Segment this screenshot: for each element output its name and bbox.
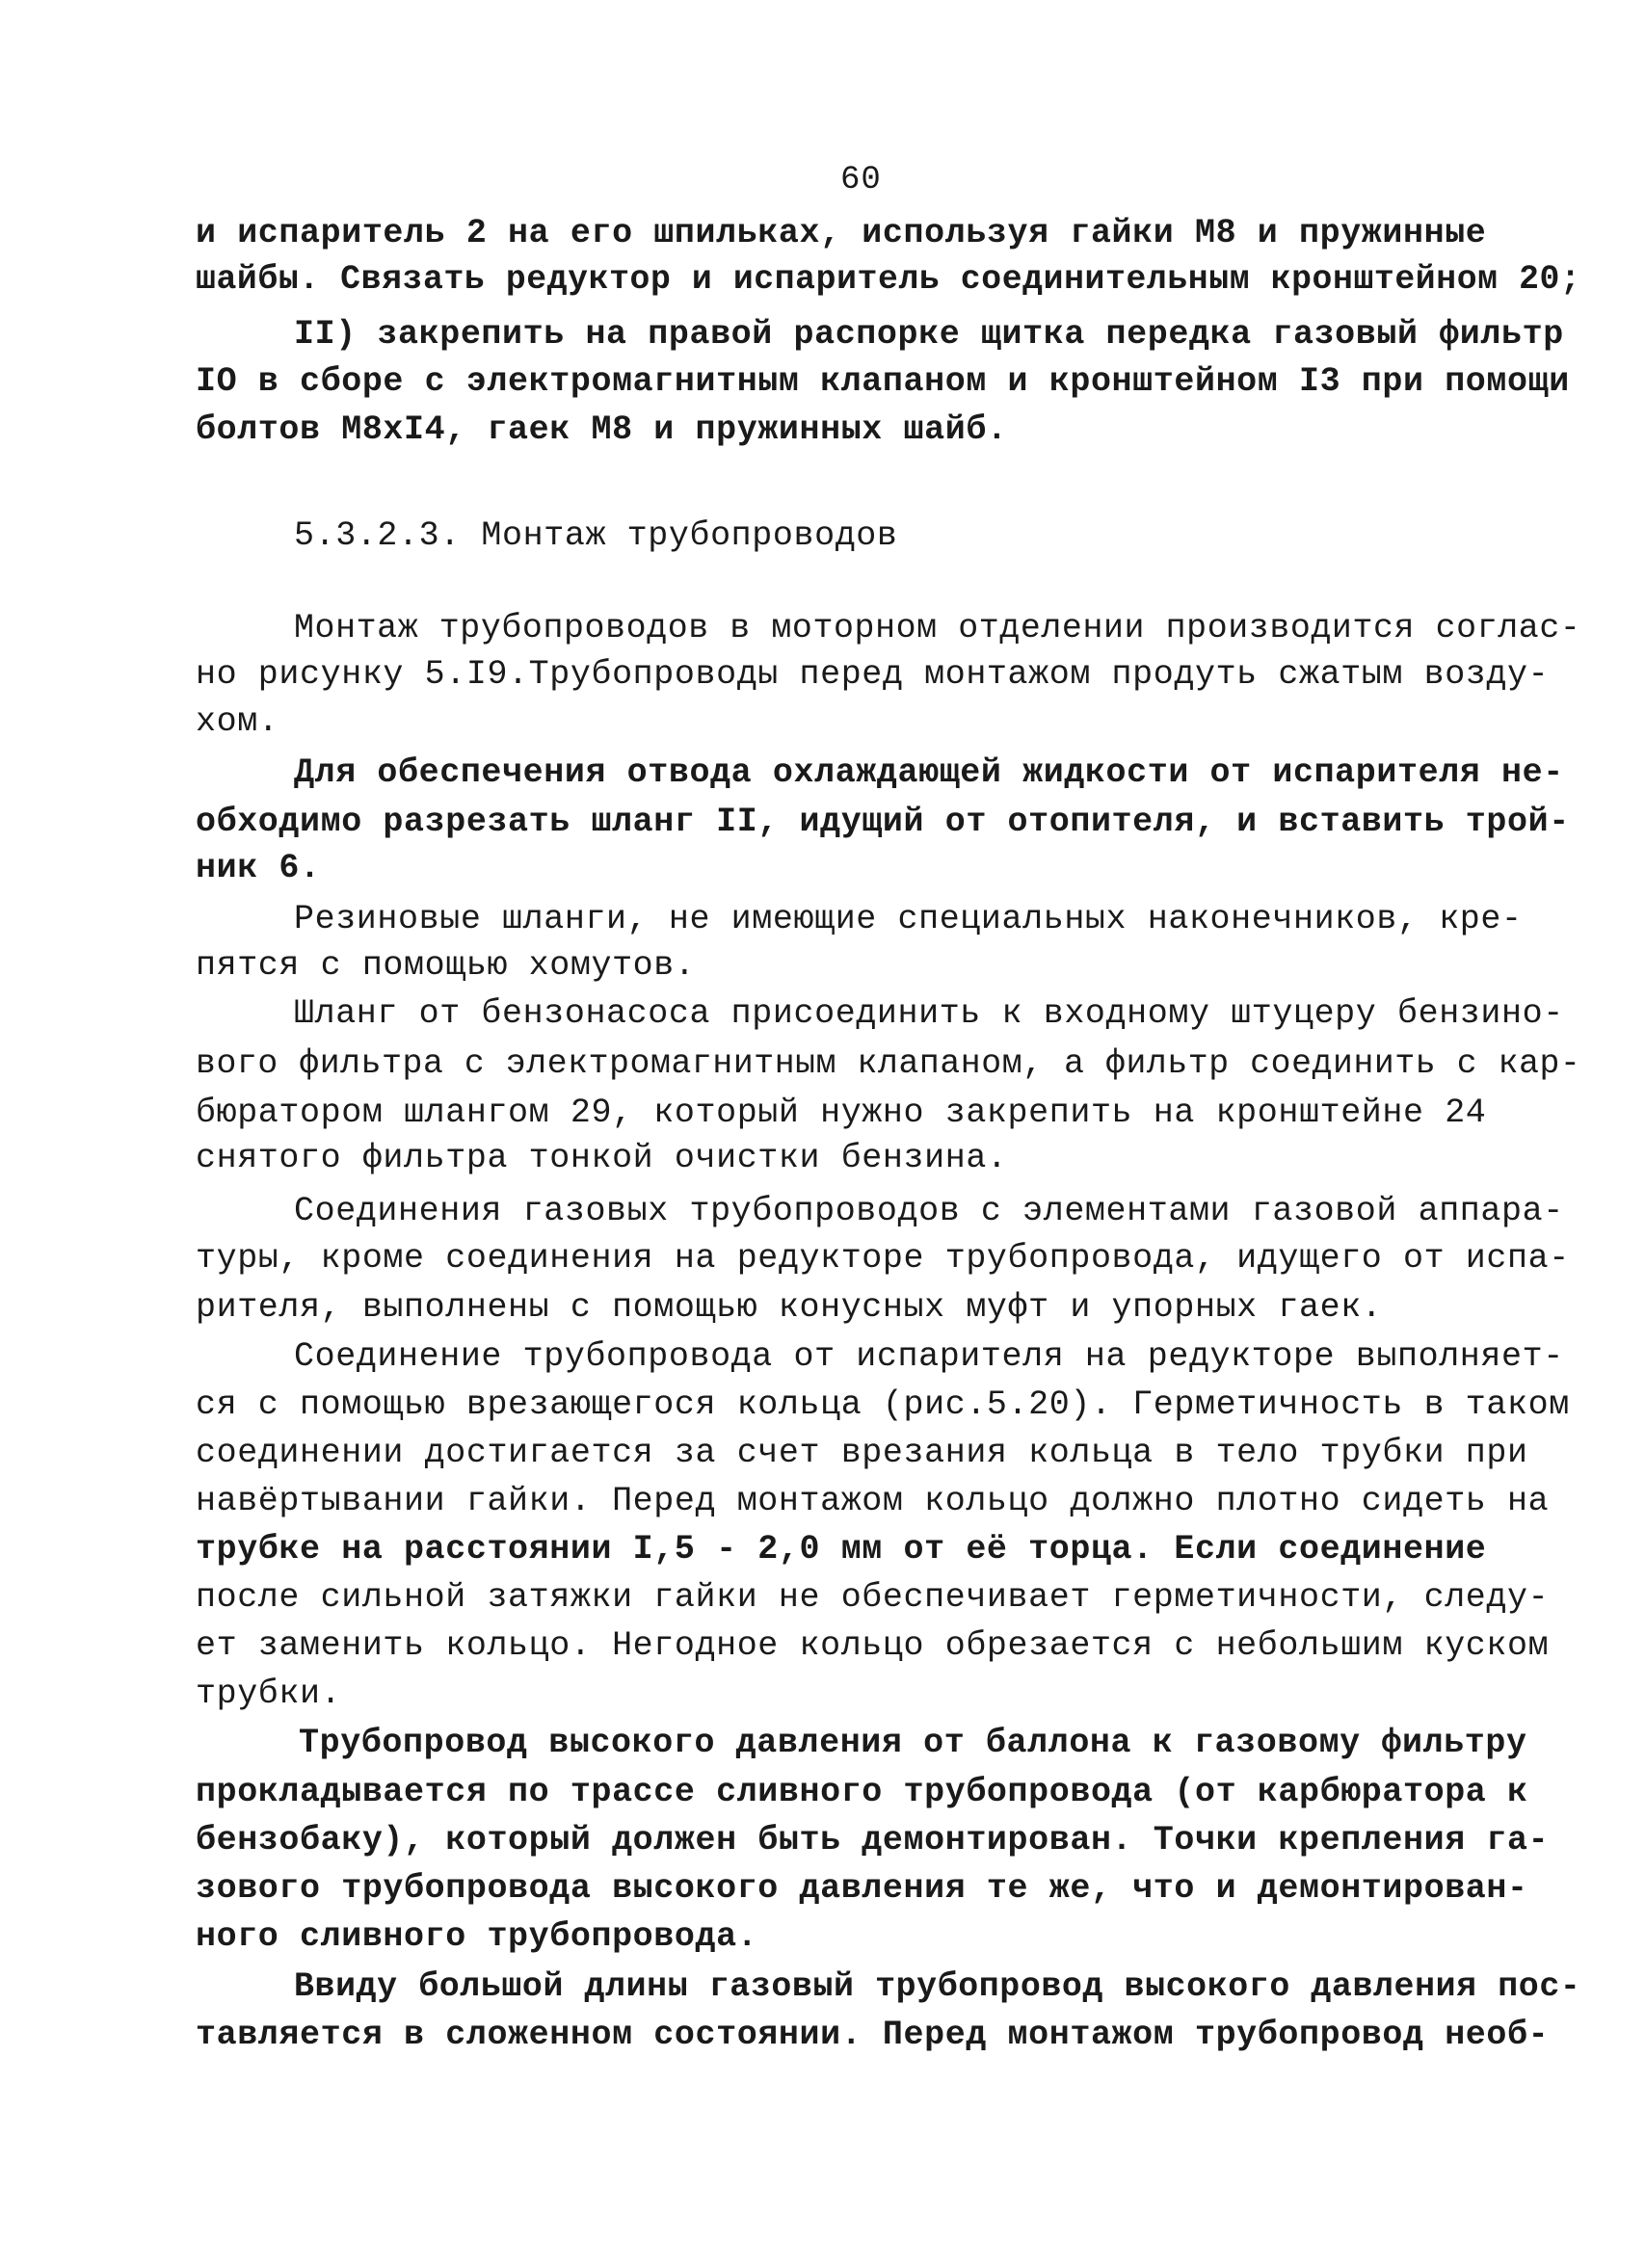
text-line: но рисунку 5.I9.Трубопроводы перед монтажом продуть сжатым возду-: [196, 655, 1550, 694]
text-line: хом.: [196, 702, 279, 741]
text-line: Трубопровод высокого давления от баллона к газовому фильтру: [299, 1724, 1527, 1762]
text-line: навёртывании гайки. Перед монтажом кольцо должно плотно сидеть на: [196, 1482, 1550, 1520]
text-line: Соединения газовых трубопроводов с элементами газовой аппара-: [294, 1192, 1564, 1230]
text-line: ся с помощью врезающегося кольца (рис.5.20). Герметичность в таком: [196, 1385, 1570, 1424]
text-line: Для обеспечения отвода охлаждающей жидкости от испарителя не-: [294, 753, 1564, 792]
text-line: снятого фильтра тонкой очистки бензина.: [196, 1139, 1008, 1177]
text-line: ет заменить кольцо. Негодное кольцо обрезается с небольшим куском: [196, 1626, 1550, 1665]
text-line: II) закрепить на правой распорке щитка передка газовый фильтр: [294, 315, 1564, 354]
text-line: бензобаку), который должен быть демонтирован. Точки крепления га-: [196, 1821, 1550, 1859]
text-line: зового трубопровода высокого давления те же, что и демонтирован-: [196, 1869, 1528, 1908]
text-line: обходимо разрезать шланг II, идущий от отопителя, и вставить трой-: [196, 803, 1570, 841]
text-line: Соединение трубопровода от испарителя на редукторе выполняет-: [294, 1337, 1564, 1376]
text-line: туры, кроме соединения на редукторе трубопровода, идущего от испа-: [196, 1239, 1570, 1278]
text-line: болтов М8хI4, гаек М8 и пружинных шайб.: [196, 410, 1008, 449]
text-line: Шланг от бензонасоса присоединить к входному штуцеру бензино-: [294, 994, 1564, 1033]
text-line: Ввиду большой длины газовый трубопровод высокого давления пос-: [294, 1967, 1581, 2006]
text-line: после сильной затяжки гайки не обеспечивает герметичности, следу-: [196, 1578, 1550, 1617]
text-line: IO в сборе с электромагнитным клапаном и кронштейном I3 при помощи: [196, 362, 1570, 401]
text-line: шайбы. Связать редуктор и испаритель соединительным кронштейном 20;: [196, 260, 1581, 299]
text-line: вого фильтра с электромагнитным клапаном, а фильтр соединить с кар-: [196, 1044, 1581, 1083]
section-heading: 5.3.2.3. Монтаж трубопроводов: [294, 516, 898, 555]
text-line: трубки.: [196, 1675, 342, 1713]
text-line: рителя, выполнены с помощью конусных муфт и упорных гаек.: [196, 1288, 1383, 1327]
text-line: ного сливного трубопровода.: [196, 1917, 758, 1956]
text-line: тавляется в сложенном состоянии. Перед монтажом трубопровод необ-: [196, 2016, 1550, 2054]
text-line: ник 6.: [196, 849, 321, 887]
text-line: и испаритель 2 на его шпильках, используя гайки М8 и пружинные: [196, 214, 1487, 252]
text-line: бюратором шлангом 29, который нужно закрепить на кронштейне 24: [196, 1094, 1487, 1132]
text-line: Резиновые шланги, не имеющие специальных наконечников, кре-: [294, 900, 1523, 938]
text-line: Монтаж трубопроводов в моторном отделении производится соглас-: [294, 609, 1581, 647]
text-line: соединении достигается за счет врезания кольца в тело трубки при: [196, 1434, 1528, 1472]
page-number: 60: [840, 162, 882, 198]
text-line: пятся с помощью хомутов.: [196, 946, 696, 985]
text-line: прокладывается по трассе сливного трубопровода (от карбюратора к: [196, 1773, 1528, 1811]
text-line: трубке на расстоянии I,5 - 2,0 мм от её торца. Если соединение: [196, 1530, 1487, 1569]
